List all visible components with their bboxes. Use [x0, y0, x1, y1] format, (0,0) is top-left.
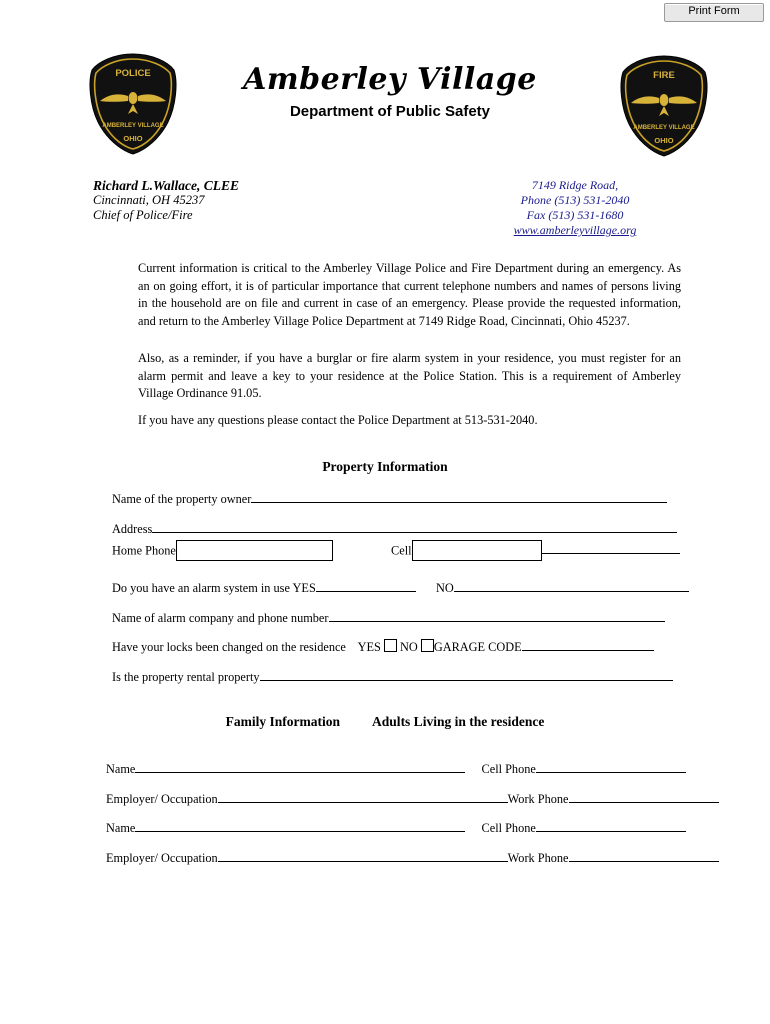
family-name-input-2[interactable] — [135, 820, 465, 832]
family-name-label-2: Name — [106, 821, 136, 835]
svg-text:AMBERLEY VILLAGE: AMBERLEY VILLAGE — [102, 123, 164, 129]
field-rental-property — [112, 669, 673, 685]
family-work-label-1: Work Phone — [507, 792, 569, 806]
svg-text:OHIO: OHIO — [654, 136, 674, 145]
print-form-button[interactable]: Print Form — [664, 3, 764, 22]
intro-paragraph-3: If you have any questions please contact the Police Department at 513-531-2040. — [138, 413, 538, 427]
intro-paragraph-2: Also, as a reminder, if you have a burglar or fire alarm system in your residence, you must register for an alarm permit and leave a key to your residence at the Police Station. This is a requirement of Amberley Village Ordinance 91.05. — [138, 351, 681, 400]
family-employer-label-1: Employer/ Occupation — [106, 792, 218, 806]
department-website-link[interactable]: www.amberleyvillage.org — [513, 223, 637, 237]
locks-no-checkbox[interactable] — [421, 639, 434, 652]
home-phone-input[interactable] — [176, 540, 333, 561]
family-cell-label-1: Cell Phone — [481, 762, 536, 776]
address-label: Address — [112, 522, 153, 536]
alarm-yes-label: YES — [292, 581, 316, 595]
family-employer-label-2: Employer/ Occupation — [106, 851, 218, 865]
field-owner-name — [112, 491, 667, 507]
field-address — [112, 521, 677, 537]
family-name-input-1[interactable] — [135, 761, 465, 773]
cell-input[interactable] — [412, 540, 542, 561]
property-information-heading: Property Information — [322, 459, 448, 474]
family-work-input-1[interactable] — [569, 791, 719, 803]
chief-name: Richard L.Wallace, CLEE — [93, 178, 240, 193]
locks-yes-checkbox[interactable] — [384, 639, 397, 652]
family-cell-label-2: Cell Phone — [481, 821, 536, 835]
department-fax: Fax (513) 531-1680 — [526, 208, 624, 222]
family-information-heading — [0, 714, 770, 730]
svg-text:OHIO: OHIO — [123, 134, 143, 143]
owner-name-input[interactable] — [251, 491, 667, 503]
alarm-label: Do you have an alarm system in use — [112, 581, 290, 595]
page-title: Amberley Village — [243, 62, 537, 97]
garage-code-label: GARAGE CODE — [433, 640, 522, 654]
family-row-1 — [106, 761, 686, 777]
locks-yes-label: YES — [357, 640, 381, 654]
rental-label: Is the property rental property — [112, 670, 260, 684]
alarm-company-input[interactable] — [329, 610, 665, 622]
locks-no-label: NO — [399, 640, 418, 654]
alarm-no-label: NO — [435, 581, 454, 595]
family-row-4 — [106, 850, 719, 866]
cell-label: Cell — [391, 543, 412, 558]
cell-extra-line[interactable] — [542, 542, 680, 554]
svg-text:AMBERLEY VILLAGE: AMBERLEY VILLAGE — [633, 125, 695, 131]
chief-city: Cincinnati, OH 45237 — [93, 193, 205, 207]
page-subtitle: Department of Public Safety — [289, 103, 491, 120]
department-contact-block — [470, 178, 680, 238]
department-phone: Phone (513) 531-2040 — [520, 193, 630, 207]
address-input[interactable] — [152, 521, 677, 533]
department-address: 7149 Ridge Road, — [531, 178, 619, 192]
title-block — [230, 62, 550, 120]
field-home-phone-cell — [112, 541, 680, 562]
svg-text:FIRE: FIRE — [653, 70, 675, 81]
field-locks-changed — [112, 639, 654, 655]
family-employer-input-2[interactable] — [218, 850, 508, 862]
police-badge-icon — [84, 52, 182, 156]
family-employer-input-1[interactable] — [218, 791, 508, 803]
family-cell-input-2[interactable] — [536, 820, 686, 832]
chief-contact-block — [93, 178, 239, 223]
family-row-3 — [106, 820, 686, 836]
field-alarm-in-use — [112, 580, 689, 596]
chief-title: Chief of Police/Fire — [93, 208, 193, 222]
family-heading-left: Family Information — [225, 714, 341, 729]
family-row-2 — [106, 791, 719, 807]
family-cell-input-1[interactable] — [536, 761, 686, 773]
family-work-input-2[interactable] — [569, 850, 719, 862]
alarm-yes-input[interactable] — [316, 580, 416, 592]
svg-text:POLICE: POLICE — [115, 68, 151, 79]
fire-badge-icon — [615, 54, 713, 158]
family-work-label-2: Work Phone — [507, 851, 569, 865]
intro-paragraph-1: Current information is critical to the Amberley Village Police and Fire Department during an emergency. As an on going effort, it is of particular importance that current telephone numbers and names of persons living in the household are on file and current in case of an emergency. Please provide the requested information, and return to the Amberley Village Police Department at 7149 Ridge Road, Cincinnati, Ohio 45237. — [138, 261, 681, 328]
alarm-company-label: Name of alarm company and phone number — [112, 611, 329, 625]
locks-label: Have your locks been changed on the residence — [112, 640, 346, 654]
alarm-no-input[interactable] — [454, 580, 689, 592]
rental-input[interactable] — [260, 669, 673, 681]
family-name-label-1: Name — [106, 762, 136, 776]
owner-name-label: Name of the property owner — [112, 492, 252, 506]
home-phone-label: Home Phone — [112, 543, 176, 558]
document-header — [0, 52, 770, 162]
field-alarm-company — [112, 610, 665, 626]
garage-code-input[interactable] — [522, 639, 654, 651]
family-heading-right: Adults Living in the residence — [372, 714, 545, 729]
